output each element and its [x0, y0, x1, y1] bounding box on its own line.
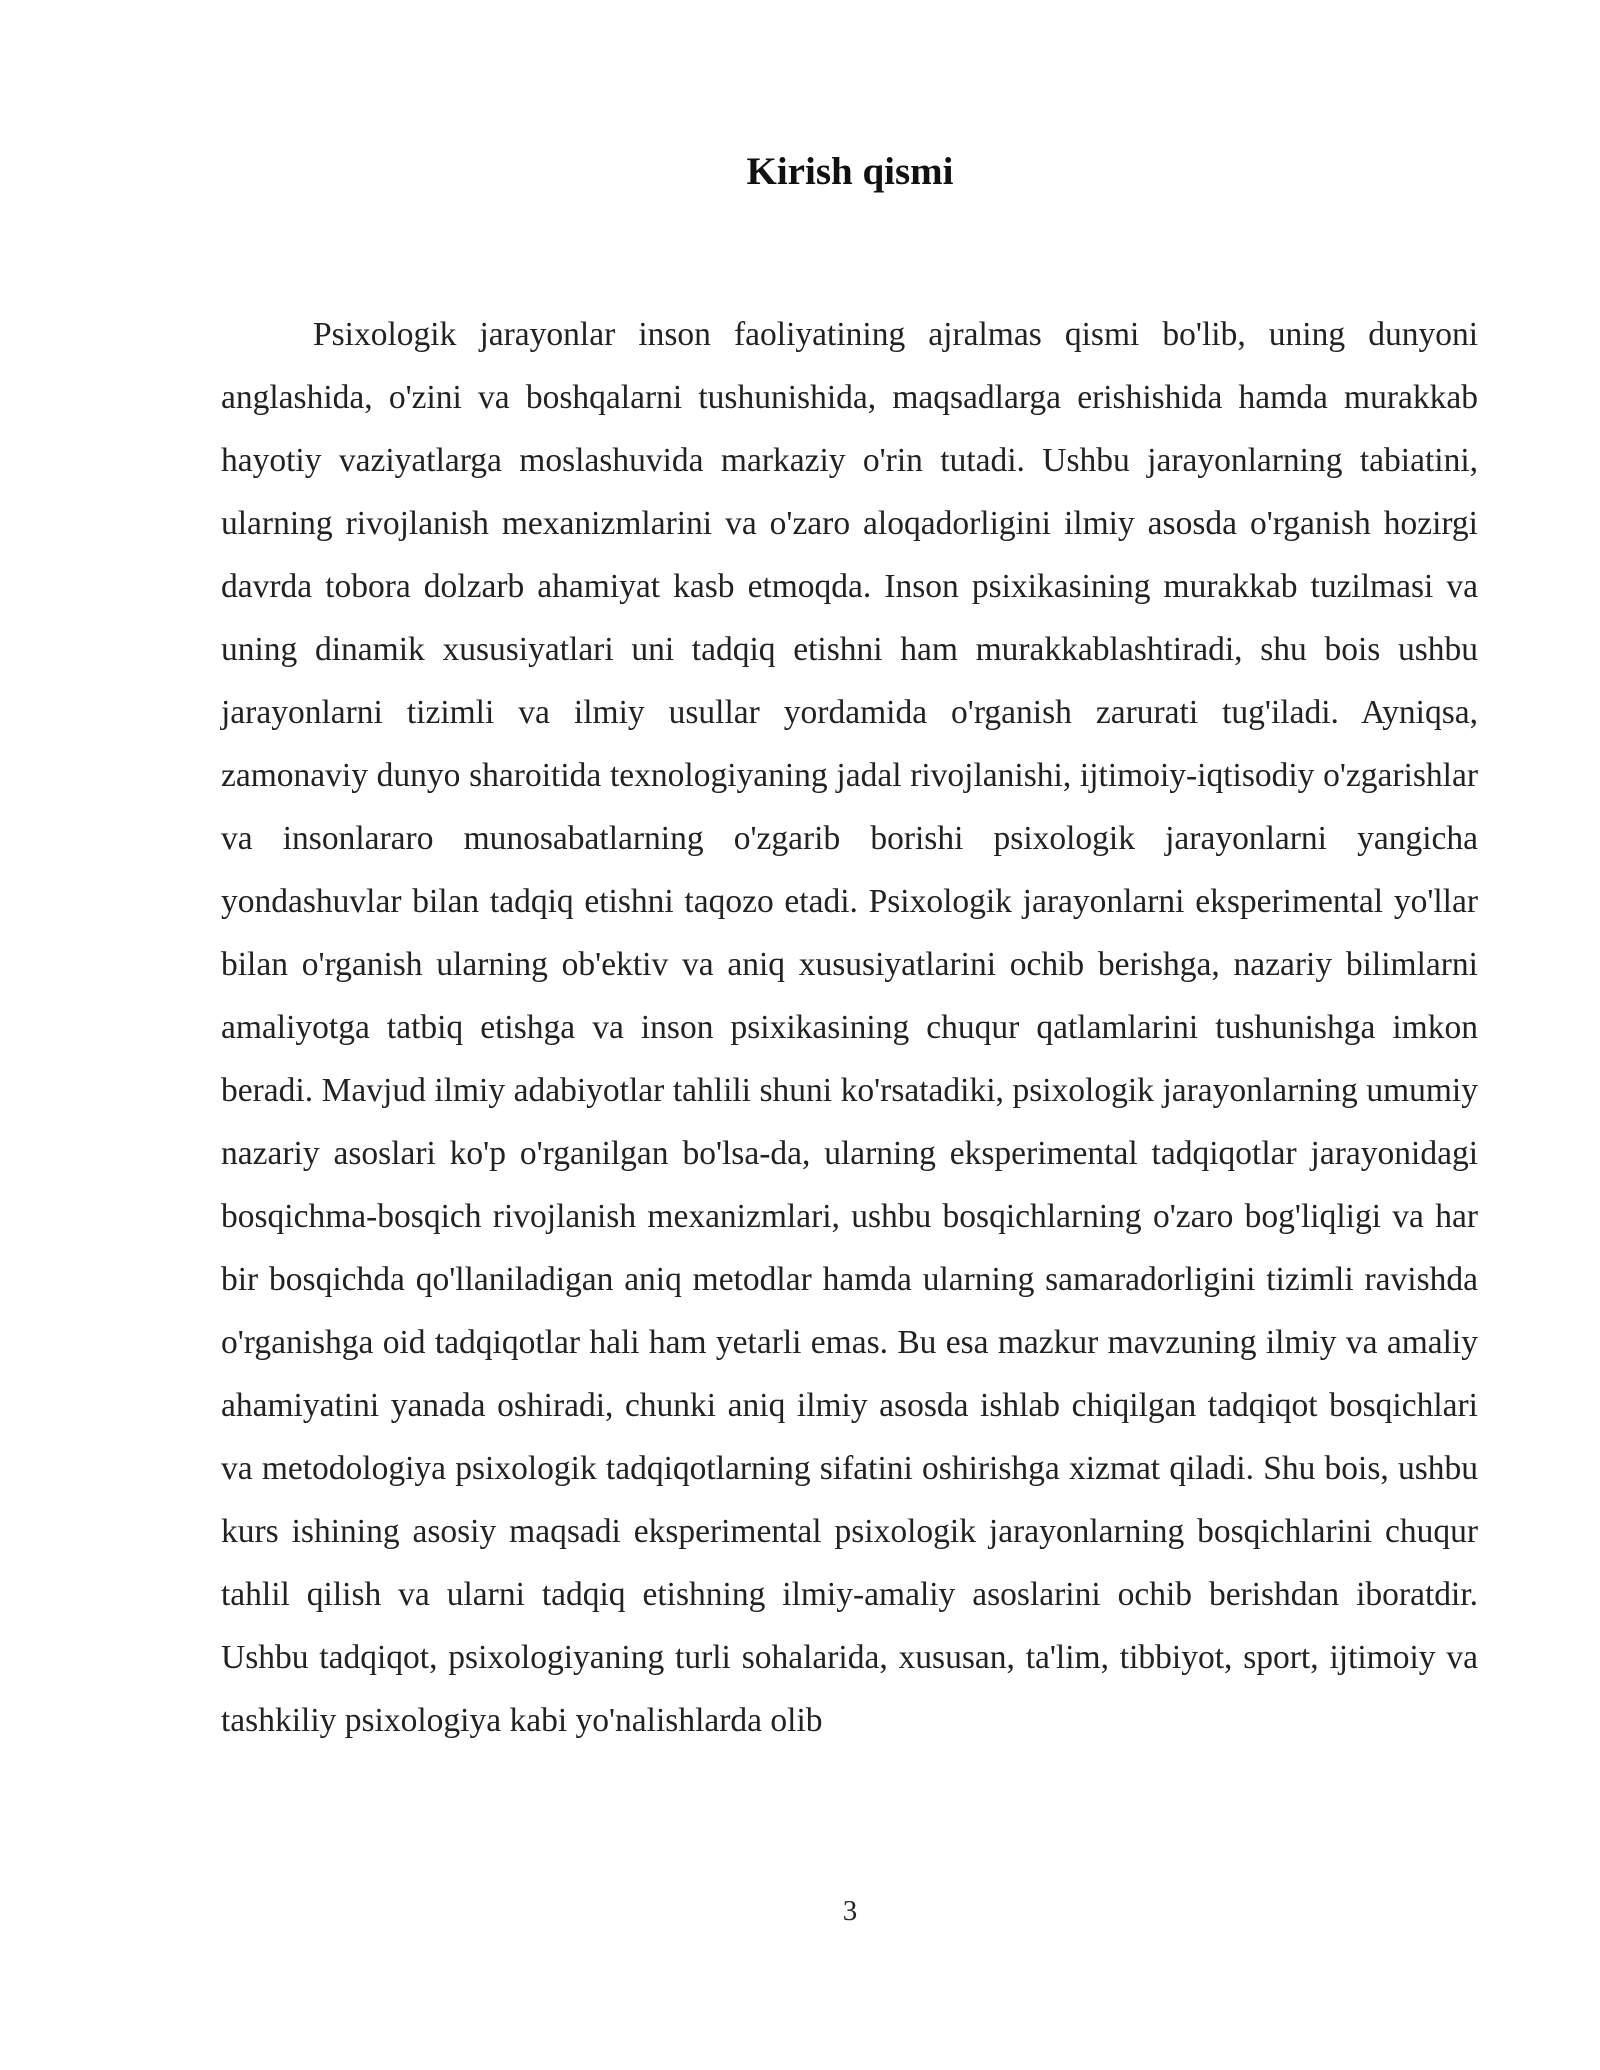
body-paragraph: Psixologik jarayonlar inson faoliyatining ajralmas qismi bo'lib, uning dunyoni anglashida, o'zini va boshqalarni tushunishida, maqsadlarga erishishida hamda murakkab hayotiy vaziyatlarga moslashuvida markaziy o'rin tutadi. Ushbu jarayonlarning tabiatini, ularning rivojlanish mexanizmlarini va o'zaro aloqadorligini ilmiy asosda o'rganish hozirgi davrda tobora dolzarb ahamiyat kasb etmoqda. Inson psixikasining murakkab tuzilmasi va uning dinamik xususiyatlari uni tadqiq etishni ham murakkablashtiradi, shu bois ushbu jarayonlarni tizimli va ilmiy usullar yordamida o'rganish zarurati tug'iladi. Ayniqsa, zamonaviy dunyo sharoitida texnologiyaning jadal rivojlanishi, ijtimoiy-iqtisodiy o'zgarishlar va insonlararo munosabatlarning o'zgarib borishi psixologik jarayonlarni yangicha yondashuvlar bilan tadqiq etishni taqozo etadi. Psixologik jarayonlarni eksperimental yo'llar bilan o'rganish ularning ob'ektiv va aniq xususiyatlarini ochib berishga, nazariy bilimlarni amaliyotga tatbiq etishga va inson psixikasining chuqur qatlamlarini tushunishga imkon beradi. Mavjud ilmiy adabiyotlar tahlili shuni ko'rsatadiki, psixologik jarayonlarning umumiy nazariy asoslari ko'p o'rganilgan bo'lsa-da, ularning eksperimental tadqiqotlar jarayonidagi bosqichma-bosqich rivojlanish mexanizmlari, ushbu bosqichlarning o'zaro bog'liqligi va har bir bosqichda qo'llaniladigan aniq metodlar hamda ularning samaradorligini tizimli ravishda o'rganishga oid tadqiqotlar hali ham yetarli emas. Bu esa mazkur mavzuning ilmiy va amaliy ahamiyatini yanada oshiradi, chunki aniq ilmiy asosda ishlab chiqilgan tadqiqot bosqichlari va metodologiya psixologik tadqiqotlarning sifatini oshirishga xizmat qiladi. Shu bois, ushbu kurs ishining asosiy maqsadi eksperimental psixologik jarayonlarning bosqichlarini chuqur tahlil qilish va ularni tadqiq etishning ilmiy-amaliy asoslarini ochib berishdan iboratdir. Ushbu tadqiqot, psixologiyaning turli sohalarida, xususan, ta'lim, tibbiyot, sport, ijtimoiy va tashkiliy psixologiya kabi yo'nalishlarda olib: [221, 316, 1478, 1739]
page-number: 3: [842, 1895, 858, 1927]
page-title: Kirish qismi: [746, 150, 954, 193]
